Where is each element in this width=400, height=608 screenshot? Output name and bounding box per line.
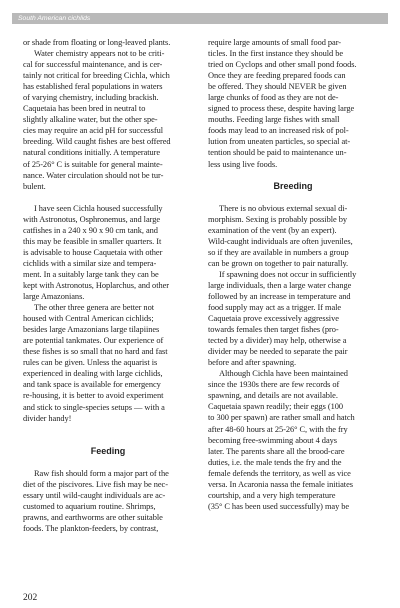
right-column <box>208 37 378 512</box>
paragraph-gap <box>208 192 378 203</box>
paragraph: Although Cichla have been maintained since the 1930s there are few records of spawning, and details are not available. Caquetaia spawn readily; their eggs (100 to 300 per spawn) are rather small and hatch after 48-60 hours at 25-26° C, with the fry becoming free-swimming about 4 days later. The parents share all the brood-care duties, i.e. the male tends the fry and the female defends the territory, as well as vice versa. In Acaronia nassa the female initiates courtship, and a very high temperature (35° C has been used successfully) may be <box>208 369 355 511</box>
paragraph-gap <box>23 435 193 446</box>
running-header <box>12 13 388 24</box>
paragraph: The other three genera are better not housed with Central American cichlids; besides large Amazonians large tilapiines are potential tankmates. Our experience of these fishes is so small that no hard and fast rules can be given. Unless the aquarist is experienced in dealing with large cichlids, and tank space is available for emergency re-housing, it is better to avoid experiment and stick to single-species setups — with a divider handy! <box>23 303 168 423</box>
paragraph-gap <box>23 457 193 468</box>
paragraph: I have seen Cichla housed successfully with Astronotus, Osphronemus, and large catfishes in a 240 x 90 x 90 cm tank, and this may be feasible in smaller quarters. It is advisable to house Caquetaia with other cichlids with a similar size and tempera- ment. In a suitably large tank they can be kept with Astronotus, Hoplarchus, and other large Amazonians. <box>23 203 170 302</box>
paragraph: require large amounts of small food par- ticles. In the first instance they should be tried on Cyclops and other small pond foods. Once they are feeding prepared foods can be offered. They should NEVER be given large chunks of food as they are not de- signed to process these, despite having large mouths. Feeding large fishes with small foods may lead to an increased risk of pol- lution from uneaten particles, so special at- tention should be paid to maintenance un- less using live foods. <box>208 38 357 169</box>
left-column <box>23 37 193 534</box>
paragraph: If spawning does not occur in sufficiently large individuals, then a large water change followed by an increase in temperature and food supply may act as a trigger. If male Caquetaia prove excessively aggressive towards females then target fishes (pro- tected by a divider) may help, otherwise a divider may be needed to separate the pair before and after spawning. <box>208 269 357 368</box>
paragraph-gap <box>208 170 378 181</box>
paragraph-gap <box>23 192 193 203</box>
page-number: 202 <box>23 593 38 603</box>
paragraph: There is no obvious external sexual di- morphism. Sexing is probably possible by examination of the vent (by an expert). Wild-caught individuals are often juveniles, so if they are available in numbers a group can be grown on together to pair naturally. <box>208 203 353 268</box>
paragraph: or shade from floating or long-leaved plants. <box>23 38 171 47</box>
section-heading-feeding: Feeding <box>90 445 126 456</box>
section-heading-breeding: Breeding <box>273 180 313 191</box>
running-header-title: South American cichlids <box>18 15 91 22</box>
paragraph: Raw fish should form a major part of the diet of the piscivores. Live fish may be nec- essary until wild-caught individuals are ac- customed to aquarium routine. Shrimps, prawns, and earthworms are other suitable foods. The plankton-feeders, by contrast, <box>23 468 169 533</box>
paragraph: Water chemistry appears not to be criti- cal for successful maintenance, and is cer- tainly not critical for breeding Cichla, which has established feral populations in waters of varying chemistry, including brackish. Caquetaia has been bred in neutral to slightly alkaline water, but the other spe- cies may require an acid pH for successful breeding. Wild caught fishes are best offered natural conditions initially. A temperature of 25-26° C is suitable for general mainte- nance. Water circulation should not be tur- bulent. <box>23 49 171 191</box>
paragraph-gap <box>23 424 193 435</box>
